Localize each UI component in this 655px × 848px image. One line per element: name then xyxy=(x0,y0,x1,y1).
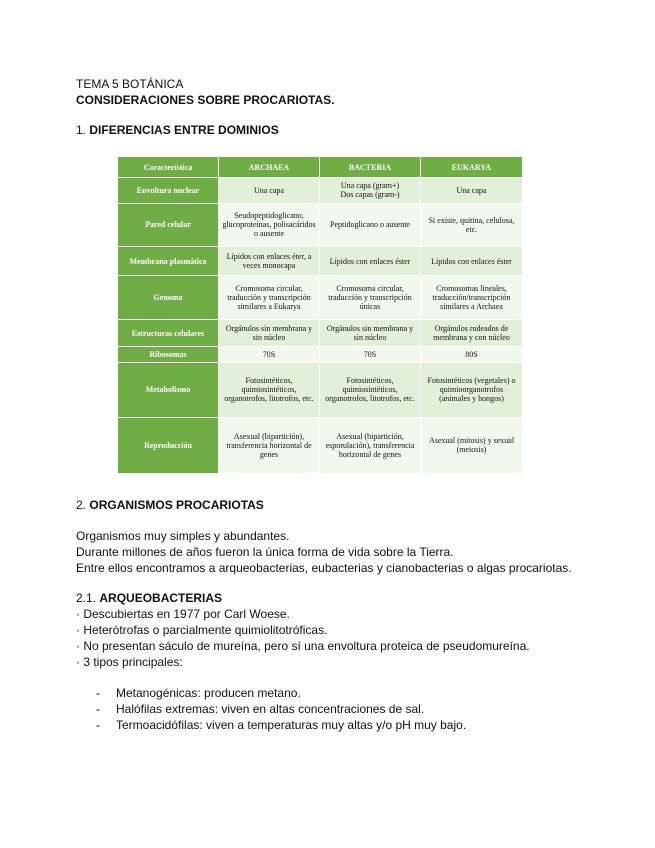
table-row xyxy=(118,275,523,319)
table-header-row xyxy=(118,157,523,178)
table-row xyxy=(118,362,523,417)
archaea-cell: Fotosintéticos, quimiosintéticos, organotrofos, litotrofos, etc. xyxy=(219,362,320,417)
paragraph-line: Entre ellos encontramos a arqueobacterias, eubacterias y cianobacterias o algas procariotas. xyxy=(76,561,572,575)
row-label: Pared celular xyxy=(118,203,219,247)
bullet-line: · 3 tipos principales: xyxy=(76,655,183,669)
eukarya-cell: Cromosomas lineales, traducción/transcripción similares a Archaea xyxy=(421,275,523,319)
table-row xyxy=(118,347,523,362)
table-row xyxy=(118,417,523,473)
row-label: Membrana plasmática xyxy=(118,247,219,276)
section-2-1-number: 2.1. xyxy=(76,591,97,605)
table-header-cell: EUKARYA xyxy=(421,157,523,178)
eukarya-cell: Asexual (mitosis) y sexual (meiosis) xyxy=(421,417,523,473)
list-dash: - xyxy=(96,702,100,716)
section-1-number: 1. xyxy=(76,123,87,137)
bacteria-cell: 70S xyxy=(320,347,421,362)
topic-heading: TEMA 5 BOTÁNICA xyxy=(76,77,184,91)
eukarya-cell: Una capa xyxy=(421,178,523,204)
row-label: Metabolismo xyxy=(118,362,219,417)
table-header-cell: BACTERIA xyxy=(320,157,421,178)
section-1-heading xyxy=(76,122,279,138)
paragraph-line: Durante millones de años fueron la única forma de vida sobre la Tierra. xyxy=(76,545,454,559)
table-header-cell: ARCHAEA xyxy=(219,157,320,178)
table-row xyxy=(118,319,523,347)
archaea-cell: Asexual (bipartición), transferencia horizontal de genes xyxy=(219,417,320,473)
archaea-cell: 70S xyxy=(219,347,320,362)
eukarya-cell: Lípidos con enlaces éster xyxy=(421,247,523,276)
bacteria-cell: Cromosoma circular, traducción y transcripción únicas xyxy=(320,275,421,319)
section-1-title: DIFERENCIAS ENTRE DOMINIOS xyxy=(89,123,279,137)
bacteria-cell: Lípidos con enlaces éster xyxy=(320,247,421,276)
row-label: Reproducción xyxy=(118,417,219,473)
archaea-cell: Una capa xyxy=(219,178,320,204)
bacteria-cell: Peptidoglicano o ausente xyxy=(320,203,421,247)
list-item xyxy=(96,717,466,733)
eukarya-cell: Fotosintéticos (vegetales) o quimioorganotrofos (animales y hongos) xyxy=(421,362,523,417)
eukarya-cell: Orgánulos rodeados de membrana y con núcleo xyxy=(421,319,523,347)
eukarya-cell: Si existe, quitina, celulosa, etc. xyxy=(421,203,523,247)
row-label: Genoma xyxy=(118,275,219,319)
list-dash: - xyxy=(96,686,100,700)
archaea-cell: Lípidos con enlaces éter, a veces monocapa xyxy=(219,247,320,276)
bacteria-cell: Fotosintéticos, quimiosintéticos, organotrofos, litotrofos, etc. xyxy=(320,362,421,417)
list-item xyxy=(96,685,301,701)
bullet-line: · Heterótrofas o parcialmente quimiolitotróficas. xyxy=(76,623,328,637)
list-item-text: Termoacidófilas: viven a temperaturas muy altas y/o pH muy bajo. xyxy=(116,718,467,732)
row-label: Envoltura nuclear xyxy=(118,178,219,204)
section-2-heading xyxy=(76,497,264,513)
section-2-title: ORGANISMOS PROCARIOTAS xyxy=(89,498,264,512)
list-item-text: Halófilas extremas: viven en altas concentraciones de sal. xyxy=(116,702,425,716)
bacteria-cell: Asexual (bipartición, esporulación), transferencia horizontal de genes xyxy=(320,417,421,473)
row-label: Estructuras celulares xyxy=(118,319,219,347)
table-row xyxy=(118,203,523,247)
paragraph-line: Organismos muy simples y abundantes. xyxy=(76,529,290,543)
archaea-cell: Orgánulos sin membrana y sin núcleo xyxy=(219,319,320,347)
page-title: CONSIDERACIONES SOBRE PROCARIOTAS. xyxy=(76,93,335,107)
archaea-cell: Cromosoma circular, traducción y transcripción similares a Eukarya xyxy=(219,275,320,319)
section-2-number: 2. xyxy=(76,498,87,512)
row-label: Ribosomas xyxy=(118,347,219,362)
bacteria-cell: Orgánulos sin membrana y sin núcleo xyxy=(320,319,421,347)
table-row xyxy=(118,247,523,276)
table-row xyxy=(118,178,523,204)
archaea-cell: Seudopeptidoglicano, glucoproteínas, polisacáridos o ausente xyxy=(219,203,320,247)
bacteria-cell: Una capa (gram+) Dos capas (gram-) xyxy=(320,178,421,204)
eukarya-cell: 80S xyxy=(421,347,523,362)
table-header-cell: Característica xyxy=(118,157,219,178)
list-dash: - xyxy=(96,718,100,732)
section-2-1-heading xyxy=(76,590,222,606)
bullet-line: · No presentan sáculo de mureína, pero sí una envoltura proteica de pseudomureína. xyxy=(76,639,530,653)
domains-comparison-table xyxy=(117,156,523,474)
list-item-text: Metanogénicas: producen metano. xyxy=(116,686,301,700)
list-item xyxy=(96,701,424,717)
bullet-line: · Descubiertas en 1977 por Carl Woese. xyxy=(76,607,290,621)
section-2-1-title: ARQUEOBACTERIAS xyxy=(99,591,223,605)
